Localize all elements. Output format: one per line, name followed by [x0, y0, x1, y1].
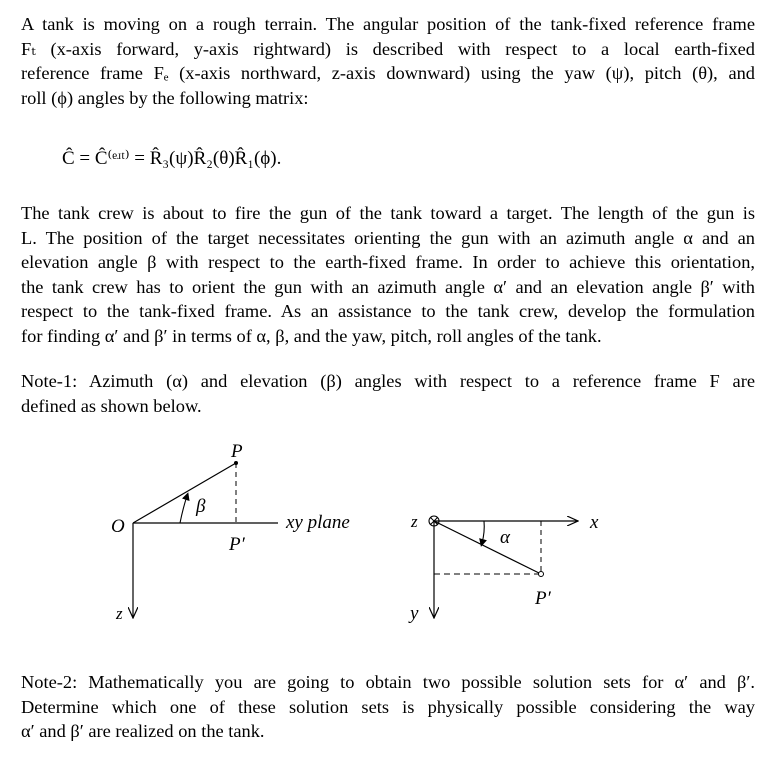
problem-task-paragraph	[21, 201, 755, 349]
point-p-prime	[539, 572, 544, 577]
text-line: L. The position of the target necessitates orienting the gun with an azimuth angle α and an	[21, 227, 755, 248]
angle-diagram-svg	[0, 440, 783, 640]
label-z: z	[116, 604, 123, 623]
problem-intro-paragraph	[21, 12, 755, 110]
label-z: z	[411, 512, 418, 531]
note-2-paragraph	[21, 670, 755, 744]
label-p: P	[231, 441, 243, 462]
label-p-prime: P′	[229, 534, 245, 555]
label-alpha: α	[500, 527, 510, 548]
text-line: Note-2: Mathematically you are going to obtain two possible solution sets for α′ and β′.	[21, 672, 755, 692]
alpha-arc	[482, 521, 484, 543]
elevation-diagram	[111, 441, 350, 623]
text-line: Note-1: Azimuth (α) and elevation (β) angles with respect to a reference frame F are	[21, 371, 755, 391]
label-xy-plane: xy plane	[286, 512, 350, 533]
label-y: y	[410, 603, 419, 624]
text-line: A tank is moving on a rough terrain. The angular position of the tank-fixed reference frame	[21, 14, 755, 34]
text-line: reference frame Fₑ (x-axis northward, z-axis downward) using the yaw (ψ), pitch (θ), and	[21, 63, 755, 84]
azimuth-diagram	[408, 512, 599, 624]
label-p-prime: P′	[535, 588, 551, 609]
rotation-matrix-equation: Ĉ = Ĉ⁽ᵉʴᵗ⁾ = R̂₃(ψ)R̂₂(θ)R̂₁(ϕ).	[62, 148, 282, 169]
text-line: Fₜ (x-axis forward, y-axis rightward) is described with respect to a local earth-fixed	[21, 38, 755, 59]
text-line: the tank crew has to orient the gun with an azimuth angle α′ and an elevation angle β′ with	[21, 276, 755, 297]
text-line: The tank crew is about to fire the gun of the tank toward a target. The length of the gun is	[21, 203, 755, 223]
text-line: respect to the tank-fixed frame. As an assistance to the tank crew, develop the formulation	[21, 301, 755, 322]
text-line: for finding α′ and β′ in terms of α, β, and the yaw, pitch, roll angles of the tank.	[21, 325, 602, 346]
text-line: Determine which one of these solution sets is physically possible considering the way	[21, 696, 755, 717]
label-o: O	[111, 516, 125, 537]
line-o-to-p	[133, 463, 236, 523]
angle-definition-figure	[0, 440, 783, 640]
text-line: elevation angle β with respect to the earth-fixed frame. In order to achieve this orientation,	[21, 252, 755, 273]
label-beta: β	[196, 496, 206, 517]
text-line: α′ and β′ are realized on the tank.	[21, 721, 265, 742]
text-line: defined as shown below.	[21, 395, 202, 416]
beta-arc	[180, 496, 187, 523]
text-line: roll (ϕ) angles by the following matrix:	[21, 87, 309, 108]
note-1-paragraph	[21, 369, 755, 418]
line-o-to-p-prime	[434, 521, 541, 574]
label-x: x	[590, 512, 599, 533]
